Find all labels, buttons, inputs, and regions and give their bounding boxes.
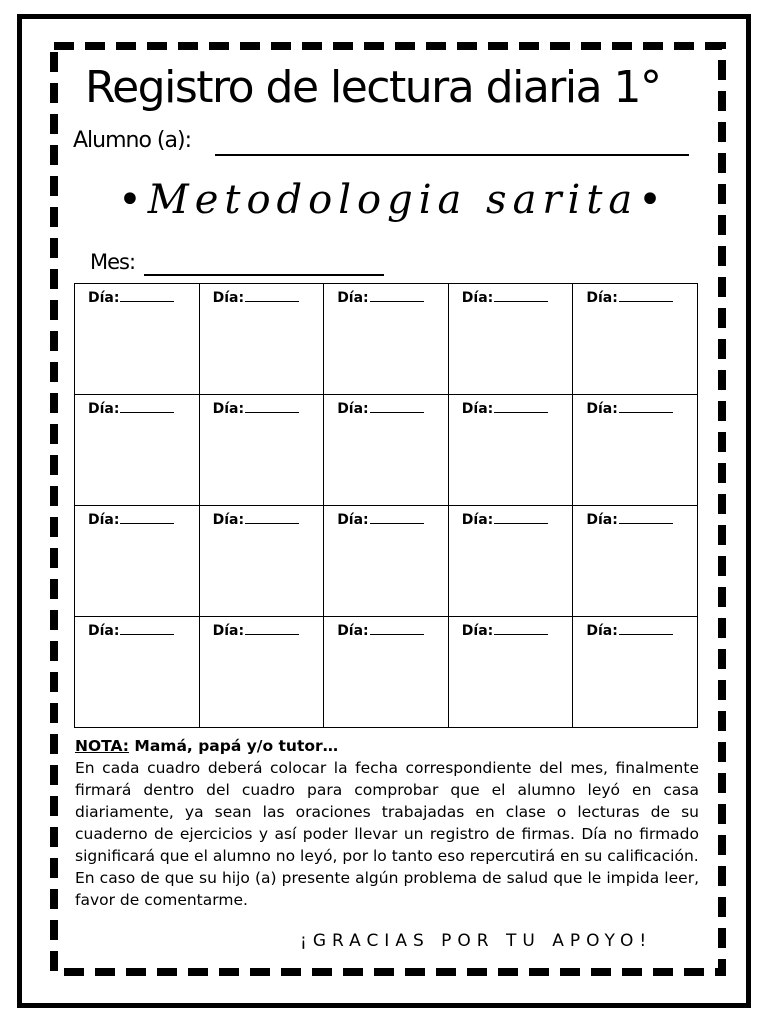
day-label: Día: xyxy=(212,623,245,639)
day-label: Día: xyxy=(88,401,120,417)
day-blank-line xyxy=(370,634,424,635)
day-label: Día: xyxy=(586,401,618,417)
note-addressee: Mamá, papá y/o tutor… xyxy=(134,737,339,755)
day-cell[interactable] xyxy=(324,284,449,395)
day-blank-line xyxy=(245,634,299,635)
day-blank-line xyxy=(245,412,299,413)
day-blank-line xyxy=(619,523,673,524)
page-title: Registro de lectura diaria 1° xyxy=(85,62,661,113)
day-label: Día: xyxy=(461,290,494,306)
month-field[interactable] xyxy=(90,250,390,280)
day-cell[interactable] xyxy=(573,617,698,728)
day-label: Día: xyxy=(461,623,494,639)
day-cell[interactable] xyxy=(200,617,325,728)
day-blank-line xyxy=(619,634,673,635)
note-heading xyxy=(75,735,699,757)
day-cell[interactable] xyxy=(75,284,200,395)
day-cell[interactable] xyxy=(449,284,574,395)
student-label: Alumno (a): xyxy=(73,128,191,153)
day-cell[interactable] xyxy=(449,395,574,506)
day-label: Día: xyxy=(337,401,369,417)
methodology-subtitle: •Metodologia sarita• xyxy=(118,177,668,223)
day-cell[interactable] xyxy=(200,395,325,506)
month-line xyxy=(144,274,384,276)
day-cell[interactable] xyxy=(573,506,698,617)
day-blank-line xyxy=(120,634,174,635)
day-cell[interactable] xyxy=(573,395,698,506)
day-cell[interactable] xyxy=(75,617,200,728)
day-cell[interactable] xyxy=(449,617,574,728)
day-cell[interactable] xyxy=(573,284,698,395)
day-label: Día: xyxy=(461,401,494,417)
signature-grid xyxy=(74,283,698,728)
thanks-message: ¡GRACIAS POR TU APOYO! xyxy=(300,931,653,951)
day-label: Día: xyxy=(212,401,245,417)
day-cell[interactable] xyxy=(200,506,325,617)
day-blank-line xyxy=(494,634,548,635)
day-blank-line xyxy=(494,412,548,413)
day-blank-line xyxy=(120,412,174,413)
day-blank-line xyxy=(120,523,174,524)
month-label: Mes: xyxy=(90,250,136,274)
day-blank-line xyxy=(619,301,673,302)
day-label: Día: xyxy=(88,623,120,639)
note-paragraph-2: En caso de que su hijo (a) presente algún problema de salud que le impida leer, favor de comentarme. xyxy=(75,869,699,909)
day-label: Día: xyxy=(212,290,245,306)
day-blank-line xyxy=(370,523,424,524)
day-cell[interactable] xyxy=(75,395,200,506)
day-label: Día: xyxy=(586,290,618,306)
day-label: Día: xyxy=(88,512,120,528)
day-label: Día: xyxy=(337,512,369,528)
day-blank-line xyxy=(120,301,174,302)
day-blank-line xyxy=(245,301,299,302)
day-blank-line xyxy=(494,301,548,302)
student-name-field[interactable] xyxy=(73,128,693,162)
day-label: Día: xyxy=(88,290,120,306)
day-blank-line xyxy=(370,412,424,413)
student-name-line xyxy=(215,154,689,156)
note-label: NOTA: xyxy=(75,737,130,755)
day-label: Día: xyxy=(337,623,369,639)
day-cell[interactable] xyxy=(324,506,449,617)
day-blank-line xyxy=(494,523,548,524)
note-paragraph-1: En cada cuadro deberá colocar la fecha correspondiente del mes, finalmente firmará dentro del cuadro para comprobar que el alumno leyó en casa diariamente, ya sean las oraciones trabajadas en clase o lecturas de su cuaderno de ejercicios y así poder llevar un registro de firmas. Día no firmado significará que el alumno no leyó, por lo tanto eso repercutirá en su calificación. xyxy=(75,759,699,865)
day-cell[interactable] xyxy=(449,506,574,617)
day-blank-line xyxy=(245,523,299,524)
day-label: Día: xyxy=(461,512,494,528)
day-cell[interactable] xyxy=(324,395,449,506)
day-label: Día: xyxy=(586,623,618,639)
day-label: Día: xyxy=(337,290,369,306)
day-blank-line xyxy=(370,301,424,302)
day-blank-line xyxy=(619,412,673,413)
day-cell[interactable] xyxy=(75,506,200,617)
day-label: Día: xyxy=(586,512,618,528)
note-section xyxy=(75,735,699,911)
day-label: Día: xyxy=(212,512,245,528)
day-cell[interactable] xyxy=(324,617,449,728)
day-cell[interactable] xyxy=(200,284,325,395)
